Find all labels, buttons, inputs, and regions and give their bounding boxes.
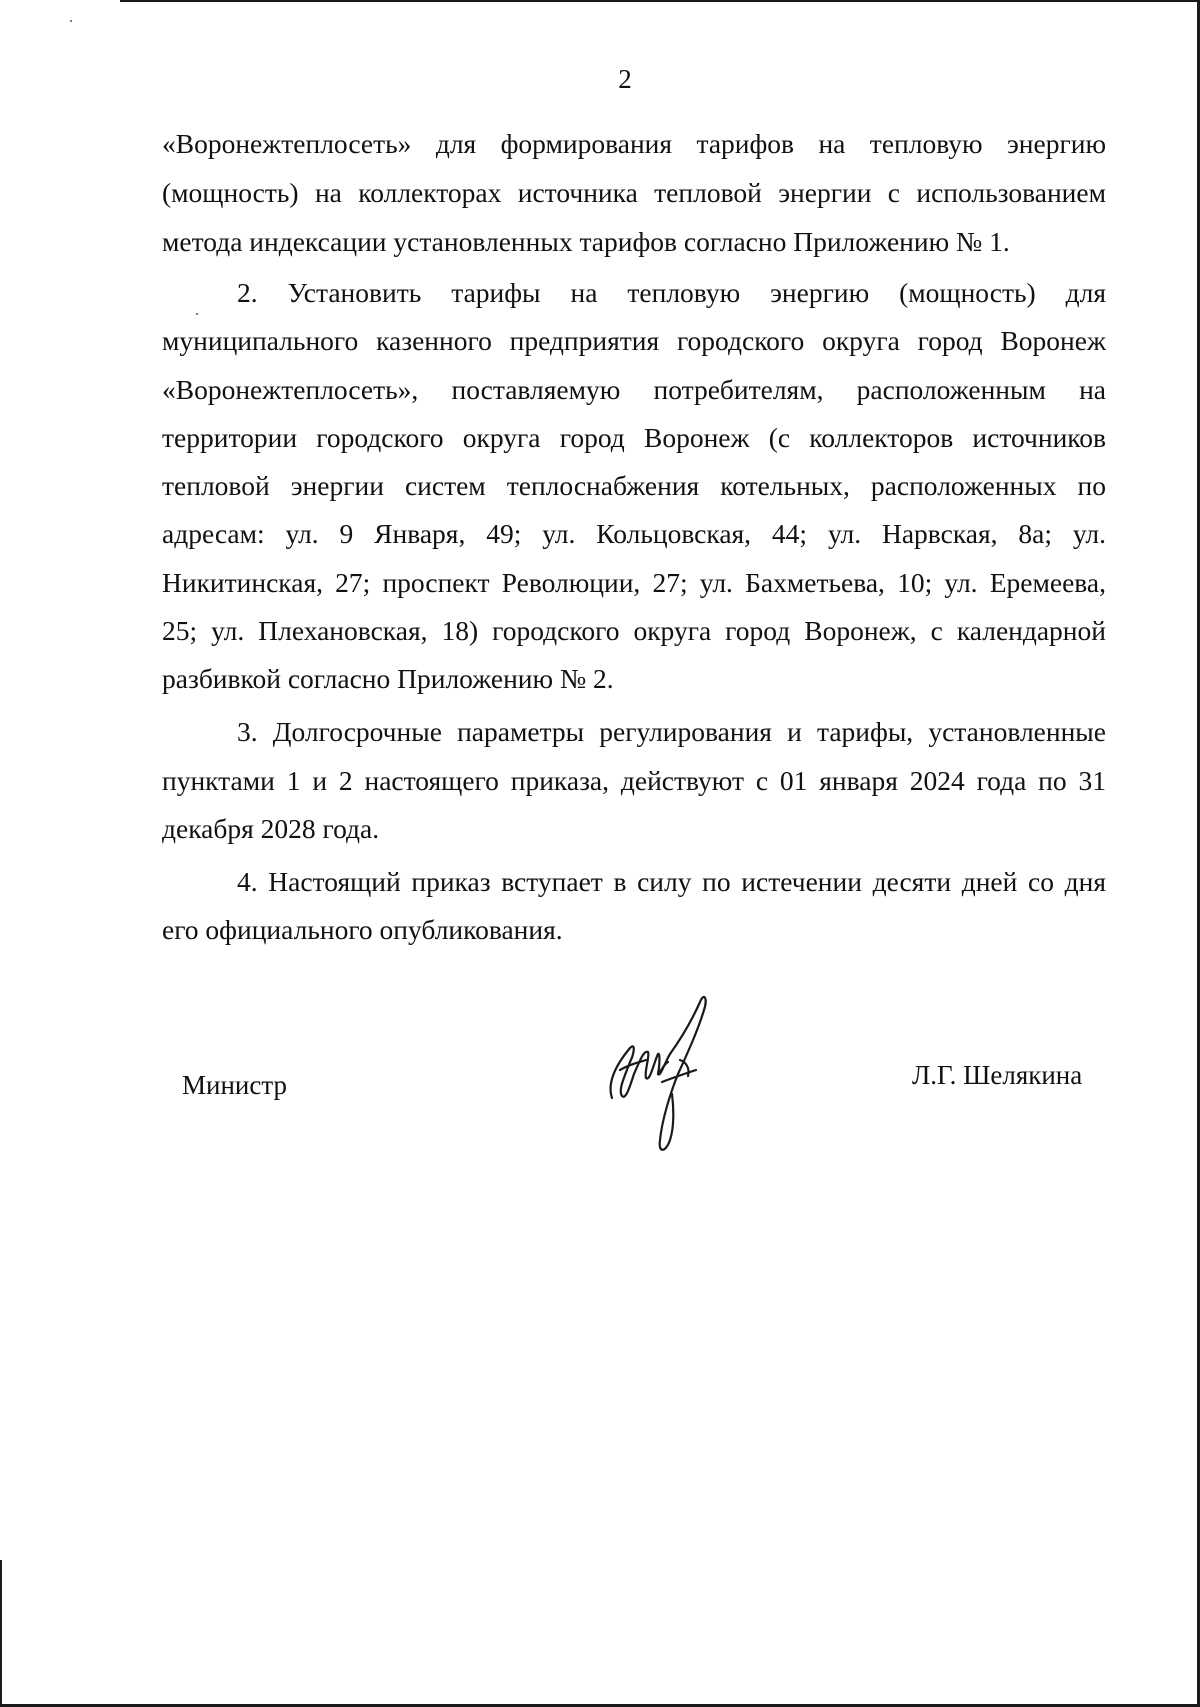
paragraph-line: 2. Установить тарифы на тепловую энергию (мощность) для (237, 277, 1106, 308)
handwritten-signature (600, 990, 750, 1160)
paragraph-line: Никитинская, 27; проспект Революции, 27; ул. Бахметьева, 10; ул. Еремеева, (162, 567, 1106, 598)
scan-speck (196, 313, 198, 315)
paragraph-line: декабря 2028 года. (162, 813, 380, 844)
paragraph-line: «Воронежтеплосеть», поставляемую потребителям, расположенным на (162, 374, 1106, 405)
paragraph-line: (мощность) на коллекторах источника тепловой энергии с использованием (162, 177, 1106, 208)
paragraph-line: 3. Долгосрочные параметры регулирования и тарифы, установленные (237, 716, 1106, 747)
paragraph-line: 25; ул. Плехановская, 18) городского округа город Воронеж, с календарной (162, 615, 1106, 646)
signatory-role: Министр (182, 1070, 287, 1100)
paragraph-line: муниципального казенного предприятия городского округа город Воронеж (162, 325, 1106, 356)
paragraph-line: тепловой энергии систем теплоснабжения котельных, расположенных по (162, 470, 1106, 501)
paragraph-line: метода индексации установленных тарифов согласно Приложению № 1. (162, 226, 1010, 257)
paragraph-line: пунктами 1 и 2 настоящего приказа, действуют с 01 января 2024 года по 31 (162, 765, 1106, 796)
paragraph-line: 4. Настоящий приказ вступает в силу по истечении десяти дней со дня (237, 866, 1106, 897)
paragraph-line: «Воронежтеплосеть» для формирования тарифов на тепловую энергию (162, 128, 1106, 159)
paragraph-line: его официального опубликования. (162, 914, 563, 945)
page-number: 2 (618, 64, 632, 94)
paragraph-line: разбивкой согласно Приложению № 2. (162, 663, 614, 694)
scan-speck (70, 20, 72, 22)
signatory-name: Л.Г. Шелякина (912, 1060, 1083, 1090)
paragraph-line: территории городского округа город Воронеж (с коллекторов источников (162, 422, 1106, 453)
paragraph-line: адресам: ул. 9 Января, 49; ул. Кольцовская, 44; ул. Нарвская, 8а; ул. (162, 518, 1106, 549)
